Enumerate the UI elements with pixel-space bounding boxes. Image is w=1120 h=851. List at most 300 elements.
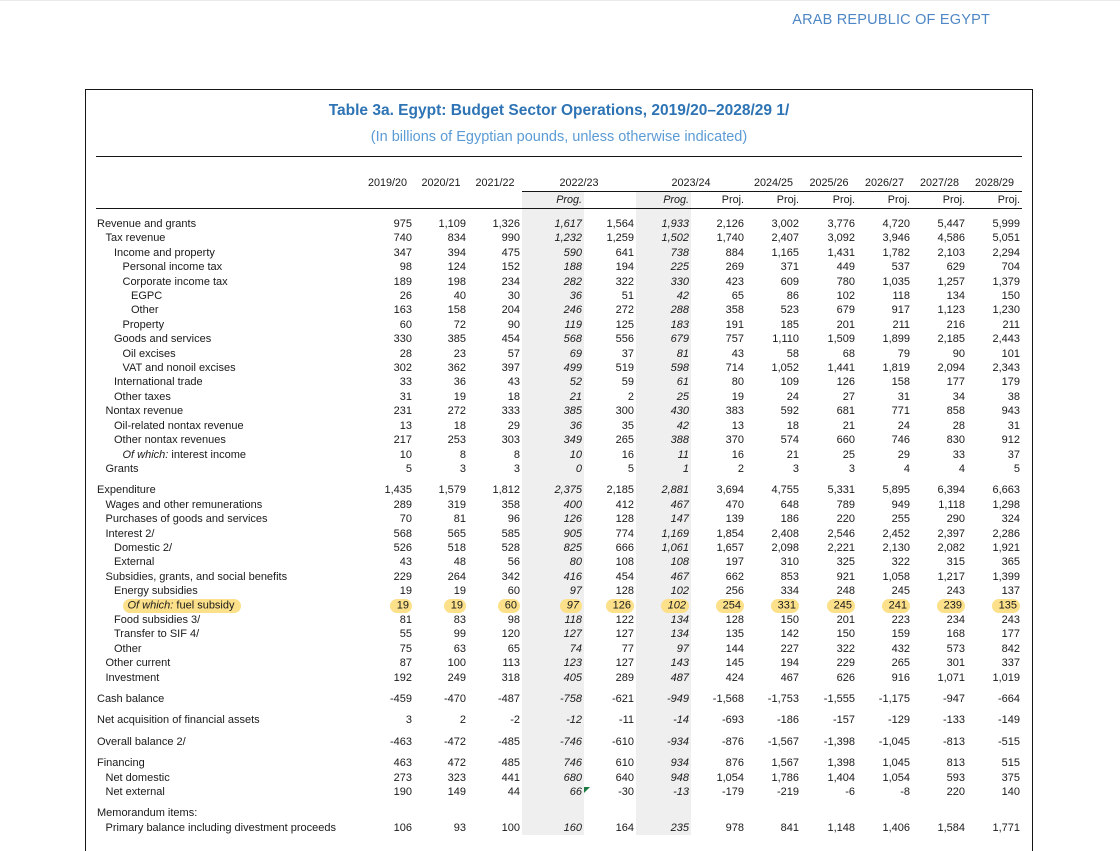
- value-cell: [522, 599, 584, 613]
- value-cell: 33: [952, 448, 965, 461]
- spacer-cell: [801, 706, 857, 713]
- row-label: Nontax revenue: [105, 405, 184, 418]
- value-cell: 1,921: [992, 541, 1020, 554]
- sub-header-cell: Proj.: [691, 192, 746, 209]
- value-cell: 463: [393, 757, 412, 770]
- value-cell: 454: [615, 570, 634, 583]
- value-cell: 302: [393, 362, 412, 375]
- spacer-cell: [584, 209, 636, 218]
- value-cell: 1,165: [771, 246, 799, 259]
- value-cell: 38: [1007, 390, 1020, 403]
- value-cell: 680: [522, 771, 584, 785]
- value-cell: 186: [780, 513, 799, 526]
- value-cell: 201: [836, 613, 855, 626]
- value-cell: 96: [507, 513, 520, 526]
- value-cell: 1,564: [606, 218, 634, 230]
- value-cell: 36: [522, 289, 584, 303]
- value-cell: 1,217: [937, 570, 965, 583]
- sub-header-cell: Proj.: [746, 192, 801, 209]
- spacer-cell: [361, 476, 414, 483]
- value-cell: 310: [780, 556, 799, 569]
- sub-header-cell: [468, 192, 522, 209]
- sub-header-cell: Proj.: [967, 192, 1022, 209]
- spacer-cell: [691, 749, 746, 756]
- value-cell: 19: [453, 585, 466, 598]
- spacer-cell: [912, 728, 967, 735]
- value-cell: 2,130: [882, 541, 910, 554]
- table-row: [96, 656, 1022, 670]
- value-cell: 662: [725, 570, 744, 583]
- spacer-cell: [522, 685, 584, 692]
- value-cell: 48: [453, 556, 466, 569]
- spacer-cell: [361, 706, 414, 713]
- value-cell: 255: [891, 513, 910, 526]
- spacer-cell: [414, 728, 468, 735]
- value-cell: 518: [447, 541, 466, 554]
- value-cell: 194: [780, 657, 799, 670]
- spacer-cell: [857, 685, 912, 692]
- row-label: Overall balance 2/: [97, 735, 186, 748]
- value-cell: 1,786: [771, 771, 799, 784]
- value-cell: 746: [522, 756, 584, 770]
- spacer-cell: [967, 706, 1022, 713]
- value-cell: 322: [891, 556, 910, 569]
- value-cell: 102: [636, 584, 691, 598]
- highlight-pill: 135: [992, 599, 1020, 613]
- value-cell: 334: [780, 585, 799, 598]
- row-label: Other current: [105, 657, 171, 670]
- value-cell: 152: [501, 261, 520, 274]
- value-cell: 42: [636, 289, 691, 303]
- value-cell: 400: [522, 498, 584, 512]
- value-cell: 79: [897, 347, 910, 360]
- value-cell: 499: [522, 361, 584, 375]
- spacer-cell: [522, 728, 584, 735]
- value-cell: 106: [393, 821, 412, 834]
- spacer-cell: [967, 476, 1022, 483]
- value-cell: 123: [522, 656, 584, 670]
- spacer-cell: [967, 685, 1022, 692]
- value-cell: 31: [1007, 419, 1020, 432]
- table-row: [96, 217, 1022, 231]
- value-cell: 1,110: [772, 333, 799, 346]
- value-cell: 231: [393, 405, 412, 418]
- value-cell: 149: [447, 786, 466, 799]
- value-cell: -11: [618, 714, 634, 727]
- value-cell: -179: [721, 786, 744, 799]
- value-cell: 1,399: [992, 570, 1020, 583]
- value-cell: 256: [725, 585, 744, 598]
- highlight-pill: 241: [882, 599, 910, 613]
- value-cell: 126: [522, 512, 584, 526]
- value-cell: -186: [776, 714, 799, 727]
- value-cell: 127: [615, 657, 634, 670]
- spacer-cell: [967, 209, 1022, 218]
- spacer-cell: [801, 799, 857, 806]
- value-cell: 31: [897, 390, 910, 403]
- highlight-pill: 60: [498, 599, 520, 613]
- value-cell: 163: [393, 304, 412, 317]
- spacer-row: [96, 799, 1022, 806]
- spacer-cell: [857, 476, 912, 483]
- spacer-cell: [857, 209, 912, 218]
- value-cell: 746: [891, 434, 910, 447]
- value-cell: 37: [1007, 448, 1020, 461]
- value-cell: 1,933: [636, 217, 691, 231]
- table-row: [96, 627, 1022, 641]
- value-cell: [801, 806, 857, 820]
- value-cell: 33: [399, 376, 412, 389]
- spacer-cell: [636, 728, 691, 735]
- value-cell: 4,586: [937, 232, 965, 245]
- spacer-row: [96, 685, 1022, 692]
- value-cell: -133: [942, 714, 965, 727]
- value-cell: 609: [780, 275, 799, 288]
- value-cell: 626: [836, 671, 855, 684]
- budget-table: [96, 175, 1022, 835]
- value-cell: 2,343: [992, 362, 1020, 375]
- row-label: Goods and services: [114, 333, 212, 346]
- value-cell: 28: [952, 419, 965, 432]
- value-cell: 2,094: [937, 362, 965, 375]
- value-cell: 102: [836, 290, 855, 303]
- value-cell: [691, 599, 746, 613]
- value-cell: 10: [522, 448, 584, 462]
- value-cell: -934: [636, 735, 691, 749]
- value-cell: -621: [611, 693, 634, 705]
- value-cell: 134: [946, 290, 965, 303]
- highlight-pill: 245: [827, 599, 855, 613]
- spacer-cell: [96, 728, 361, 735]
- value-cell: 526: [393, 541, 412, 554]
- value-cell: 13: [399, 419, 412, 432]
- value-cell: 150: [780, 613, 799, 626]
- value-cell: 243: [946, 585, 965, 598]
- row-label: Tax revenue: [105, 232, 166, 245]
- value-cell: -129: [887, 714, 910, 727]
- value-cell: 1,054: [716, 771, 744, 784]
- spacer-cell: [468, 209, 522, 218]
- value-cell: 28: [399, 347, 412, 360]
- value-cell: 63: [453, 642, 466, 655]
- value-cell: 679: [636, 332, 691, 346]
- value-cell: 60: [507, 585, 520, 598]
- value-cell: 98: [507, 613, 520, 626]
- table-row: [96, 483, 1022, 497]
- value-cell: 2,098: [771, 541, 799, 554]
- value-cell: 3,694: [716, 484, 744, 497]
- value-cell: 3: [405, 714, 412, 727]
- table-row: [96, 671, 1022, 685]
- row-label: Other taxes: [114, 390, 171, 403]
- value-cell: 177: [1001, 628, 1020, 641]
- value-cell: 198: [447, 275, 466, 288]
- value-cell: 416: [522, 570, 584, 584]
- value-cell: 322: [836, 642, 855, 655]
- value-cell: 858: [946, 405, 965, 418]
- spacer-cell: [96, 209, 361, 218]
- row-label: Oil excises: [122, 347, 176, 360]
- value-cell: 383: [725, 405, 744, 418]
- value-cell: 1,257: [937, 275, 965, 288]
- value-cell: 72: [453, 318, 466, 331]
- value-cell: 11: [636, 448, 691, 462]
- value-cell: -515: [997, 735, 1020, 748]
- row-label: Financing: [97, 757, 145, 770]
- value-cell: 8: [459, 448, 466, 461]
- spacer-cell: [468, 476, 522, 483]
- table-row: [96, 756, 1022, 770]
- value-cell: 57: [507, 347, 520, 360]
- table-row: [96, 375, 1022, 389]
- value-cell: 5: [1013, 462, 1020, 475]
- value-cell: 1,502: [636, 231, 691, 245]
- value-cell: 127: [522, 627, 584, 641]
- value-cell: 1,054: [882, 771, 910, 784]
- row-label: Purchases of goods and services: [105, 513, 268, 526]
- value-cell: [414, 599, 468, 613]
- value-cell: 192: [393, 671, 412, 684]
- value-cell: 3: [513, 462, 520, 475]
- sub-header-cell: [414, 192, 468, 209]
- row-label: Wages and other remunerations: [105, 498, 263, 511]
- value-cell: 485: [501, 757, 520, 770]
- value-cell: 948: [636, 771, 691, 785]
- spacer-cell: [584, 476, 636, 483]
- value-cell: 1,819: [882, 362, 910, 375]
- table-row: [96, 419, 1022, 433]
- value-cell: 629: [946, 261, 965, 274]
- spacer-cell: [584, 706, 636, 713]
- value-cell: -1,045: [878, 735, 910, 748]
- value-cell: 66: [522, 785, 584, 799]
- value-cell: 841: [780, 821, 799, 834]
- value-cell: 197: [725, 556, 744, 569]
- spacer-cell: [691, 476, 746, 483]
- value-cell: 125: [615, 318, 634, 331]
- value-cell: 290: [946, 513, 965, 526]
- table-title: Table 3a. Egypt: Budget Sector Operations, 2019/20–2028/29 1/: [328, 102, 790, 119]
- highlight-pill: 97: [560, 599, 582, 613]
- value-cell: 16: [731, 448, 744, 461]
- value-cell: 2: [737, 462, 744, 475]
- value-cell: 412: [615, 498, 634, 511]
- value-cell: 789: [836, 498, 855, 511]
- value-cell: 365: [1001, 556, 1020, 569]
- value-cell: 101: [1001, 347, 1020, 360]
- value-cell: 4: [903, 462, 910, 475]
- table-row: [96, 498, 1022, 512]
- year-header-cell: 2023/24: [636, 175, 746, 192]
- value-cell: 388: [636, 433, 691, 447]
- value-cell: 834: [447, 232, 466, 245]
- value-cell: 472: [447, 757, 466, 770]
- value-cell: 135: [725, 628, 744, 641]
- value-cell: 108: [636, 555, 691, 569]
- value-cell: 43: [731, 347, 744, 360]
- spacer-cell: [584, 685, 636, 692]
- value-cell: 347: [393, 246, 412, 259]
- value-cell: 515: [1001, 757, 1020, 770]
- value-cell: 55: [399, 628, 412, 641]
- value-cell: 108: [615, 556, 634, 569]
- value-cell: 243: [1001, 613, 1020, 626]
- value-cell: 978: [725, 821, 744, 834]
- value-cell: 394: [447, 246, 466, 259]
- value-cell: 27: [842, 390, 855, 403]
- value-cell: 137: [1001, 585, 1020, 598]
- value-cell: 188: [522, 260, 584, 274]
- value-cell: 5,051: [992, 232, 1020, 245]
- value-cell: 81: [453, 513, 466, 526]
- value-cell: 142: [780, 628, 799, 641]
- value-cell: 80: [731, 376, 744, 389]
- value-cell: 191: [725, 318, 744, 331]
- value-cell: 1,657: [716, 541, 744, 554]
- value-cell: 158: [447, 304, 466, 317]
- table-row: [96, 275, 1022, 289]
- value-cell: 2,452: [882, 527, 910, 540]
- year-header-row: [96, 175, 1022, 192]
- row-label-prefix: Of which:: [127, 599, 177, 612]
- highlight-pill: 19: [390, 599, 412, 613]
- value-cell: 319: [447, 498, 466, 511]
- value-cell: 1,259: [606, 232, 634, 245]
- value-cell: 65: [731, 290, 744, 303]
- value-cell: 120: [501, 628, 520, 641]
- sub-header-cell: [584, 192, 636, 209]
- table-row: [96, 332, 1022, 346]
- value-cell: 220: [946, 786, 965, 799]
- value-cell: 917: [891, 304, 910, 317]
- value-cell: 423: [725, 275, 744, 288]
- value-cell: 3: [459, 462, 466, 475]
- value-cell: 3,092: [827, 232, 855, 245]
- table-body: [96, 209, 1022, 836]
- value-cell: -472: [443, 735, 466, 748]
- value-cell: 315: [946, 556, 965, 569]
- value-cell: 337: [1001, 657, 1020, 670]
- value-cell: -470: [443, 693, 466, 705]
- spacer-cell: [691, 685, 746, 692]
- value-cell: 358: [501, 498, 520, 511]
- spacer-cell: [691, 799, 746, 806]
- highlight-pill: 331: [771, 599, 799, 613]
- value-cell: 139: [725, 513, 744, 526]
- spacer-cell: [414, 749, 468, 756]
- value-cell: 556: [615, 333, 634, 346]
- value-cell: 77: [621, 642, 634, 655]
- value-cell: 61: [636, 375, 691, 389]
- value-cell: 127: [615, 628, 634, 641]
- value-cell: -947: [942, 693, 965, 705]
- value-cell: 265: [615, 434, 634, 447]
- spacer-cell: [746, 728, 801, 735]
- value-cell: 370: [725, 434, 744, 447]
- spacer-cell: [857, 749, 912, 756]
- value-cell: 975: [393, 218, 412, 230]
- table-row: [96, 303, 1022, 317]
- value-cell: 323: [447, 771, 466, 784]
- table-row: [96, 318, 1022, 332]
- highlight-pill: 239: [937, 599, 965, 613]
- value-cell: 35: [621, 419, 634, 432]
- value-cell: 18: [786, 419, 799, 432]
- value-cell: 397: [501, 362, 520, 375]
- value-cell: -13: [636, 785, 691, 799]
- table-row: [96, 462, 1022, 476]
- spacer-cell: [96, 685, 361, 692]
- value-cell: 1,123: [937, 304, 965, 317]
- spacer-cell: [801, 209, 857, 218]
- table-row: [96, 599, 1022, 613]
- value-cell: 211: [1002, 318, 1020, 331]
- spacer-cell: [746, 749, 801, 756]
- row-label: EGPC: [131, 290, 163, 303]
- table-row: [96, 231, 1022, 245]
- spacer-cell: [468, 728, 522, 735]
- value-cell: -610: [611, 735, 634, 748]
- value-cell: 1,740: [716, 232, 744, 245]
- value-cell: 122: [615, 613, 634, 626]
- spacer-cell: [801, 728, 857, 735]
- value-cell: 487: [636, 671, 691, 685]
- spacer-cell: [857, 728, 912, 735]
- value-cell: 16: [621, 448, 634, 461]
- value-cell: 921: [836, 570, 855, 583]
- year-header-cell: 2025/26: [801, 175, 857, 192]
- spacer-cell: [414, 209, 468, 218]
- table-row: [96, 512, 1022, 526]
- row-label: Primary balance including divestment proceeds: [105, 821, 337, 834]
- value-cell: [801, 599, 857, 613]
- value-cell: 303: [501, 434, 520, 447]
- row-label: Net domestic: [105, 771, 170, 784]
- value-cell: -949: [636, 692, 691, 706]
- value-cell: [468, 599, 522, 613]
- spacer-cell: [691, 209, 746, 218]
- value-cell: 90: [952, 347, 965, 360]
- value-cell: 29: [897, 448, 910, 461]
- spacer-cell: [414, 476, 468, 483]
- row-label: Subsidies, grants, and social benefits: [105, 570, 288, 583]
- value-cell: 349: [522, 433, 584, 447]
- year-header-cell: 2026/27: [857, 175, 912, 192]
- value-cell: [746, 599, 801, 613]
- value-cell: 100: [501, 821, 520, 834]
- year-header-cell: 2020/21: [421, 177, 461, 190]
- value-cell: 1,584: [937, 821, 965, 834]
- value-cell: 249: [447, 671, 466, 684]
- value-cell: 6,663: [992, 484, 1020, 497]
- value-cell: 2,408: [771, 527, 799, 540]
- value-cell: 943: [1001, 405, 1020, 418]
- row-label: Corporate income tax: [122, 275, 228, 288]
- value-cell: -157: [832, 714, 855, 727]
- value-cell: 253: [447, 434, 466, 447]
- spacer-cell: [746, 685, 801, 692]
- value-cell: 300: [615, 405, 634, 418]
- value-cell: 159: [891, 628, 910, 641]
- value-cell: 1,019: [992, 671, 1020, 684]
- value-cell: 3,776: [827, 218, 855, 230]
- value-cell: 273: [393, 771, 412, 784]
- value-cell: 93: [453, 821, 466, 834]
- value-cell: 99: [453, 628, 466, 641]
- value-cell: 2,286: [992, 527, 1020, 540]
- value-cell: 19: [399, 585, 412, 598]
- value-cell: 223: [891, 613, 910, 626]
